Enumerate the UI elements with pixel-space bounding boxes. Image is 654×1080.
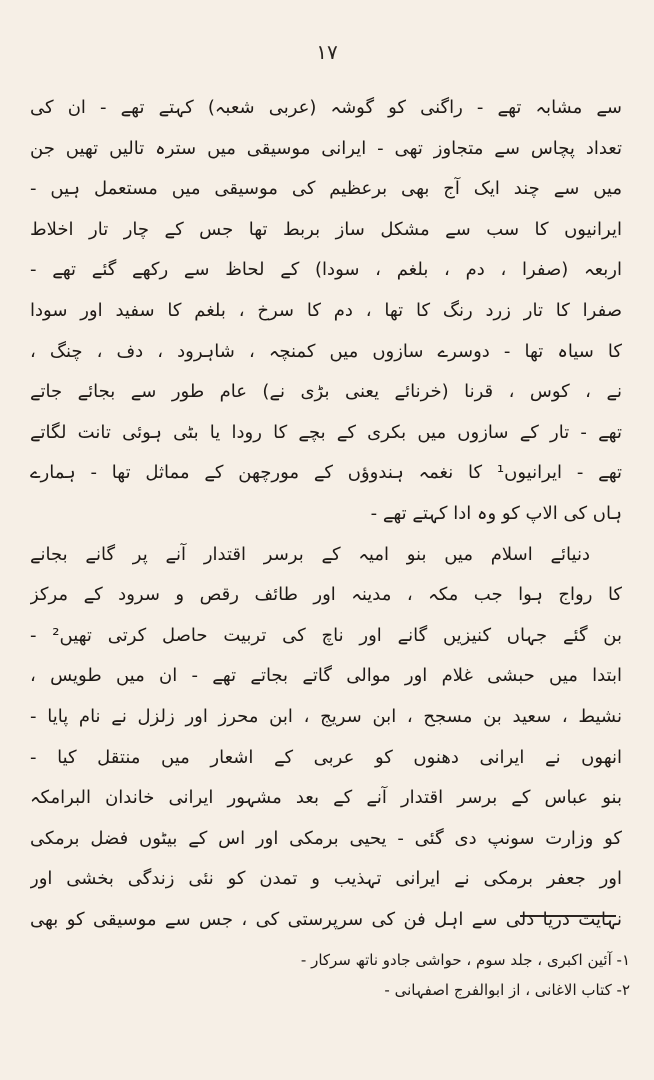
text-line: ہاں کی الاپ کو وہ ادا کہتے تھے - [370, 502, 622, 524]
text-line: کا رواج ہوا جب مکہ ، مدینہ اور طائف رقص و سرود کے مرکز [30, 584, 622, 606]
page-number: ۱۷ [316, 40, 338, 64]
text-line: بن گئے جہاں کنیزیں گانے اور ناچ کی تربیت حاصل کرتی تھیں² - [30, 624, 622, 646]
body-text [30, 88, 622, 940]
text-line: کا سیاہ تھا - دوسرے سازوں میں کمنچہ ، شاہرود ، دف ، چنگ ، [30, 340, 622, 362]
text-line: تھے - تار کے سازوں میں بکری کے بچے کا رودا یا بٹی ہوئی تانت لگاتے [30, 421, 622, 443]
text-line: نے ، کوس ، قرنا (خرنائے یعنی بڑی نے) عام طور سے بجائے جاتے [30, 381, 622, 403]
text-line: بنو عباس کے برسر اقتدار آنے کے بعد مشہور ایرانی خاندان البرامکہ [30, 787, 622, 809]
footnotes [30, 945, 630, 1005]
text-line: میں سے چند ایک آج بھی برعظیم کی موسیقی میں مستعمل ہیں - [30, 178, 622, 200]
text-line: صفرا کا تار زرد رنگ کا تھا ، دم کا سرخ ، بلغم کا سفید اور سودا [30, 299, 622, 321]
text-line: تعداد پچاس سے متجاوز تھی - ایرانی موسیقی میں سترہ تالیں تھیں جن [30, 137, 622, 159]
text-line: ایرانیوں کا سب سے مشکل ساز بربط تھا جس کے چار تار اخلاط [30, 218, 622, 240]
text-line: اور جعفر برمکی نے ایرانی تہذیب و تمدن کو نئی زندگی بخشی اور [30, 868, 622, 890]
footnote-divider [520, 915, 616, 917]
text-line: نہایت دریا دلی سے اہل فن کی سرپرستی کی ، جس سے موسیقی کو بھی [30, 908, 622, 930]
paragraph-start-line: دنیائے اسلام میں بنو امیہ کے برسر اقتدار آنے پر گانے بجانے [30, 543, 590, 565]
text-line: اربعہ (صفرا ، دم ، بلغم ، سودا) کے لحاظ سے رکھے گئے تھے - [30, 259, 622, 281]
footnote-1: ۱- آئین اکبری ، جلد سوم ، حواشی جادو ناتھ سرکار - [300, 951, 630, 969]
text-line: کو وزارت سونپ دی گئی - یحیی برمکی اور اس کے بیٹوں فضل برمکی [30, 827, 622, 849]
text-line: انھوں نے ایرانی دھنوں کو عربی کے اشعار میں منتقل کیا - [30, 746, 622, 768]
text-line: نشیط ، سعید بن مسجح ، ابن سریج ، ابن محرز اور زلزل نے نام پایا - [30, 705, 622, 727]
footnote-2: ۲- کتاب الاغانی ، از ابوالفرج اصفہانی - [384, 981, 630, 999]
text-line: سے مشابہ تھے - راگنی کو گوشہ (عربی شعبہ) کہتے تھے - ان کی [30, 97, 622, 118]
text-line: تھے - ایرانیوں¹ کا نغمہ ہندوؤں کے مورچھن کے مماثل تھا - ہمارے [30, 462, 622, 484]
text-line: ابتدا میں حبشی غلام اور موالی گاتے بجاتے تھے - ان میں طویس ، [30, 665, 622, 687]
